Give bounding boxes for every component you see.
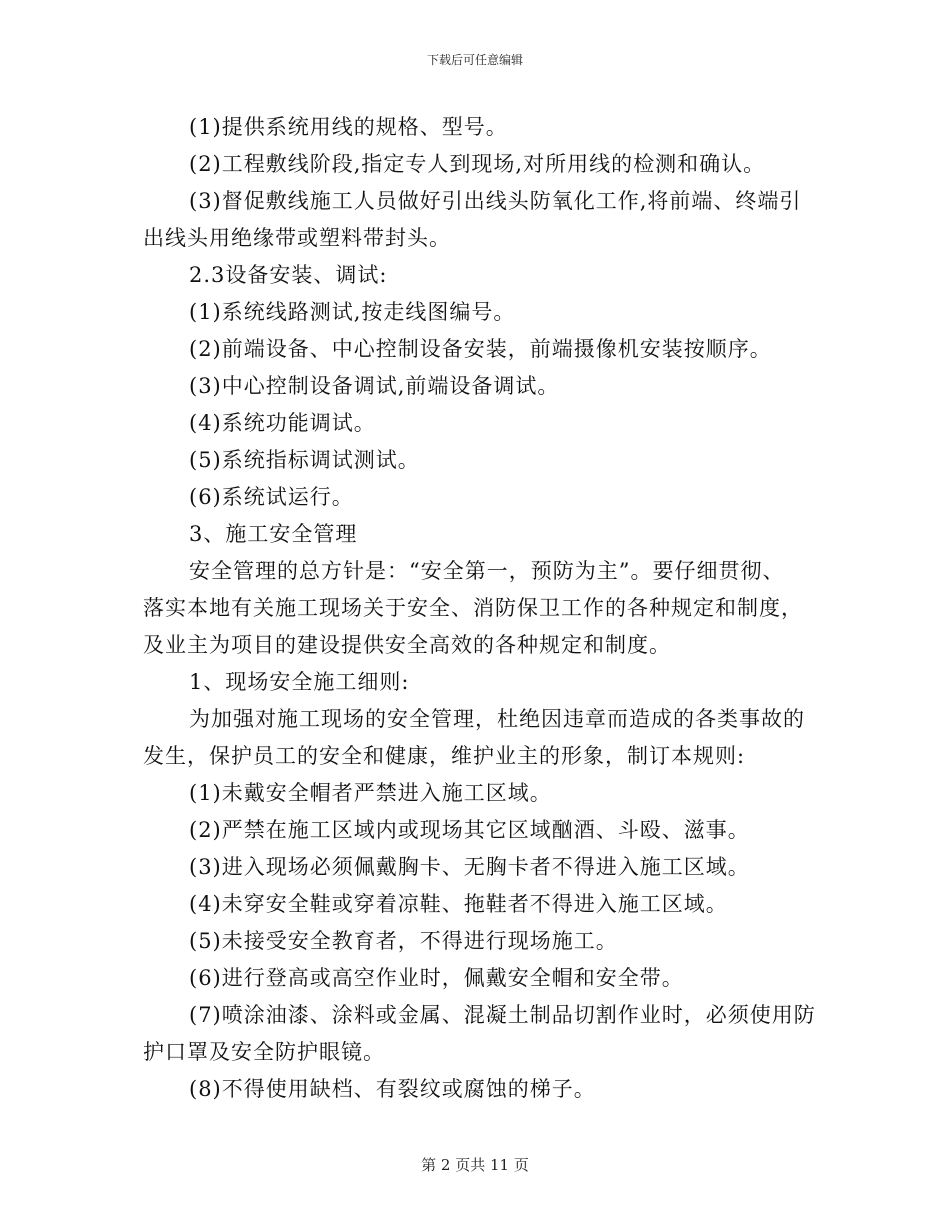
body-line: 及业主为项目的建设提供安全高效的各种规定和制度。 <box>143 633 671 657</box>
body-line: (5)未接受安全教育者，不得进行现场施工。 <box>189 929 618 953</box>
body-line: 2.3设备安装、调试: <box>189 263 388 287</box>
body-line: (3)进入现场必须佩戴胸卡、无胸卡者不得进入施工区域。 <box>189 855 750 879</box>
body-line: 发生，保护员工的安全和健康，维护业主的形象，制订本规则: <box>143 744 746 768</box>
body-line: (1)未戴安全帽者严禁进入施工区域。 <box>189 781 552 805</box>
subsection-heading: 1、现场安全施工细则: <box>189 670 410 694</box>
body-line: (1)系统线路测试,按走线图编号。 <box>189 300 516 324</box>
body-line: 出线头用绝缘带或塑料带封头。 <box>143 226 451 250</box>
body-line: (3)督促敷线施工人员做好引出线头防氧化工作,将前端、终端引 <box>189 189 802 213</box>
body-line: (4)未穿安全鞋或穿着凉鞋、拖鞋者不得进入施工区域。 <box>189 892 728 916</box>
body-line: (2)严禁在施工区域内或现场其它区域酗酒、斗殴、滋事。 <box>189 818 750 842</box>
body-line: 落实本地有关施工现场关于安全、消防保卫工作的各种规定和制度， <box>143 596 803 620</box>
body-line: (7)喷涂油漆、涂料或金属、混凝土制品切割作业时，必须使用防 <box>189 1003 816 1027</box>
body-line: 为加强对施工现场的安全管理，杜绝因违章而造成的各类事故的 <box>189 707 805 731</box>
body-line: (6)系统试运行。 <box>189 485 354 509</box>
page-footer: 第 2 页共 11 页 <box>421 1156 529 1174</box>
body-line: (3)中心控制设备调试,前端设备调试。 <box>189 374 560 398</box>
body-line: (6)进行登高或高空作业时，佩戴安全帽和安全带。 <box>189 966 684 990</box>
page-header: 下载后可任意编辑 <box>426 53 523 67</box>
body-line: 护口罩及安全防护眼镜。 <box>143 1040 385 1064</box>
section-heading: 3、施工安全管理 <box>189 522 358 546</box>
body-line: (1)提供系统用线的规格、型号。 <box>189 115 508 139</box>
body-line: (2)工程敷线阶段,指定专人到现场,对所用线的检测和确认。 <box>189 152 766 176</box>
body-line: (2)前端设备、中心控制设备安装，前端摄像机安装按顺序。 <box>189 337 772 361</box>
body-line: (4)系统功能调试。 <box>189 411 376 435</box>
body-line: (8)不得使用缺档、有裂纹或腐蚀的梯子。 <box>189 1077 596 1101</box>
body-line: (5)系统指标调试测试。 <box>189 448 420 472</box>
body-line: 安全管理的总方针是：“安全第一，预防为主”。要仔细贯彻、 <box>189 559 785 583</box>
